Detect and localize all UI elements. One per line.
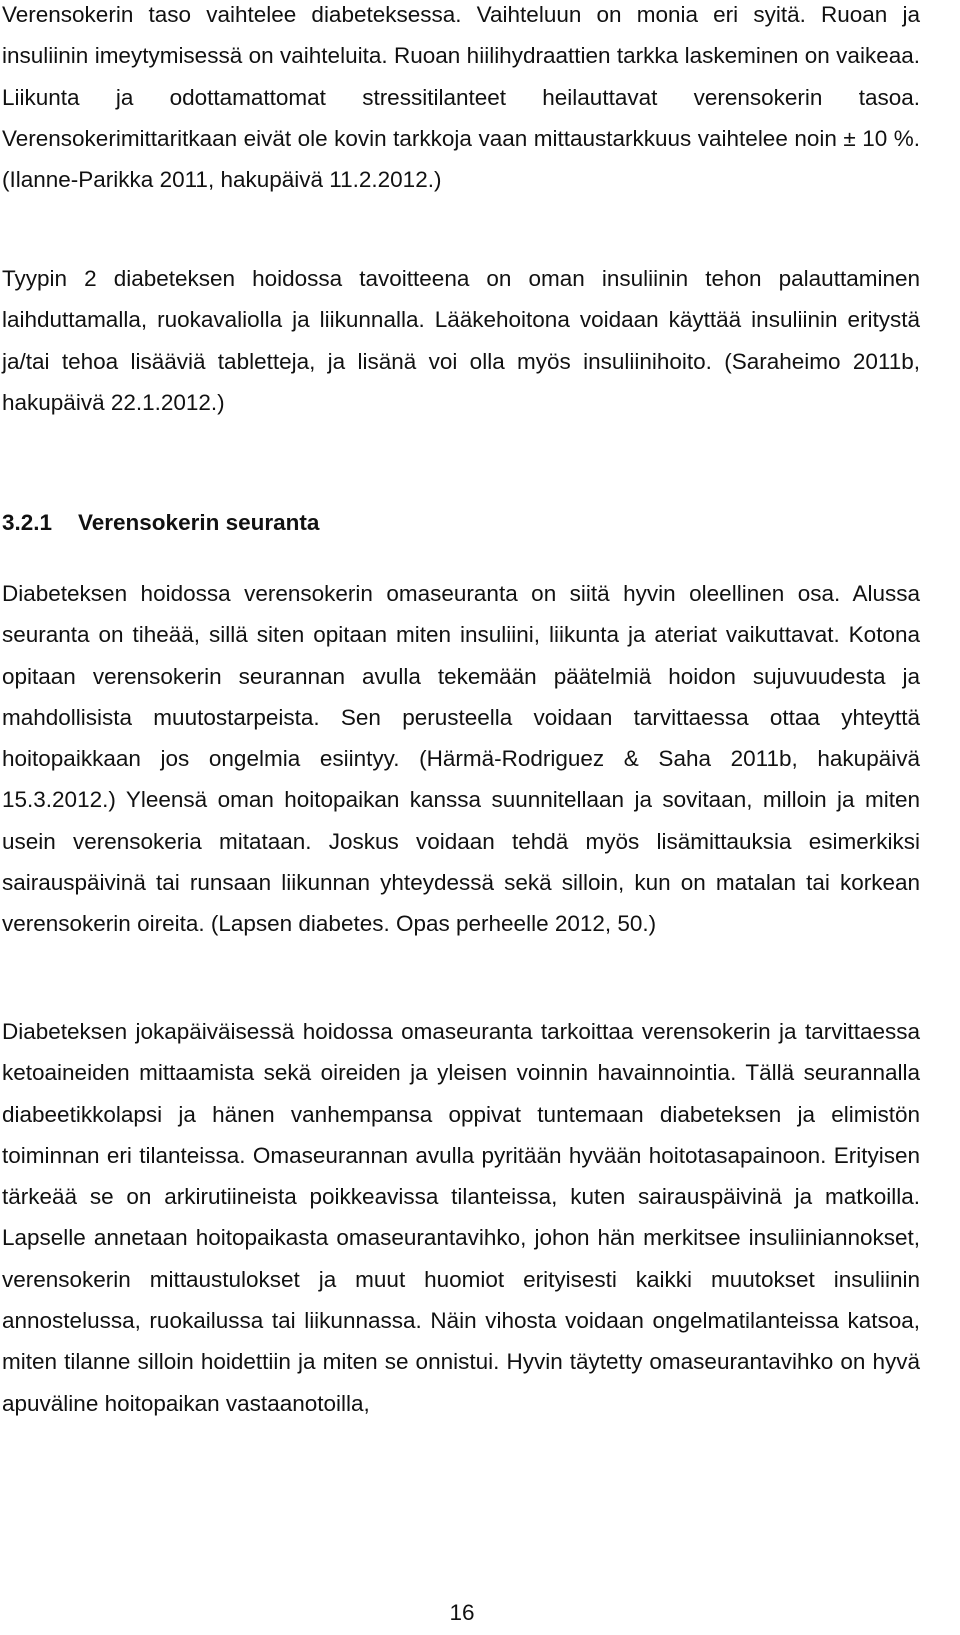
paragraph-type2-treatment: Tyypin 2 diabeteksen hoidossa tavoitteena on oman insuliinin tehon palauttaminen laihduttamalla, ruokavaliolla ja liikunnalla. Lääkehoitona voidaan käyttää insuliinin eritystä ja/tai tehoa lisääviä tabletteja, ja lisänä voi olla myös insuliinihoito. (Saraheimo 2011b, hakupäivä 22.1.2012.) xyxy=(2,266,920,415)
paragraph-blood-sugar-variation: Verensokerin taso vaihtelee diabeteksessa. Vaihteluun on monia eri syitä. Ruoan ja insuliinin imeytymisessä on vaihteluita. Ruoan hiilihydraattien tarkka laskeminen on vaikeaa. Liikunta ja odottamattomat stressitilanteet heilauttavat verensokerin tasoa. Verensokerimittaritkaan eivät ole kovin tarkkoja vaan mittaustarkkuus vaihtelee noin ± 10 %. (Ilanne-Parikka 2011, hakupäivä 11.2.2012.) xyxy=(2,2,920,193)
section-number: 3.2.1 xyxy=(2,510,53,535)
section-title: Verensokerin seuranta xyxy=(78,510,320,535)
paragraph-daily-monitoring: Diabeteksen jokapäiväisessä hoidossa omaseuranta tarkoittaa verensokerin ja tarvittaessa ketoaineiden mittaamista sekä oireiden ja yleisen voinnin havainnointia. Tällä seurannalla diabeetikkolapsi ja hänen vanhempansa oppivat tuntemaan diabeteksen ja elimistön toiminnan eri tilanteissa. Omaseurannan avulla pyritään hyvään hoitotasapainoon. Erityisen tärkeää se on arkirutiineista poikkeavissa tilanteissa, kuten sairauspäivinä ja matkoilla. Lapselle annetaan hoitopaikasta omaseurantavihko, johon hän merkitsee insuliiniannokset, verensokerin mittaustulokset ja muut huomiot erityisesti kaikki muutokset insuliinin annostelussa, ruokailussa tai liikunnassa. Näin vihosta voidaan ongelmatilanteissa katsoa, miten tilanne silloin hoidettiin ja miten se onnistui. Hyvin täytetty omaseurantavihko on hyvä apuväline hoitopaikan vastaanotoilla, xyxy=(2,1019,920,1416)
page-number: 16 xyxy=(449,1600,475,1625)
paragraph-self-monitoring: Diabeteksen hoidossa verensokerin omaseuranta on siitä hyvin oleellinen osa. Alussa seuranta on tiheää, sillä siten opitaan miten insuliini, liikunta ja ateriat vaikuttavat. Kotona opitaan verensokerin seurannan avulla tekemään päätelmiä hoidon sujuvuudesta ja mahdollisista muutostarpeista. Sen perusteella voidaan tarvittaessa ottaa yhteyttä hoitopaikkaan jos ongelmia esiintyy. (Härmä-Rodriguez & Saha 2011b, hakupäivä 15.3.2012.) Yleensä oman hoitopaikan kanssa suunnitellaan ja sovitaan, milloin ja miten usein verensokeria mitataan. Joskus voidaan tehdä myös lisämittauksia esimerkiksi sairauspäivinä tai runsaan liikunnan yhteydessä sekä silloin, kun on matalan tai korkean verensokerin oireita. (Lapsen diabetes. Opas perheelle 2012, 50.) xyxy=(2,581,920,937)
section-heading xyxy=(2,502,319,543)
